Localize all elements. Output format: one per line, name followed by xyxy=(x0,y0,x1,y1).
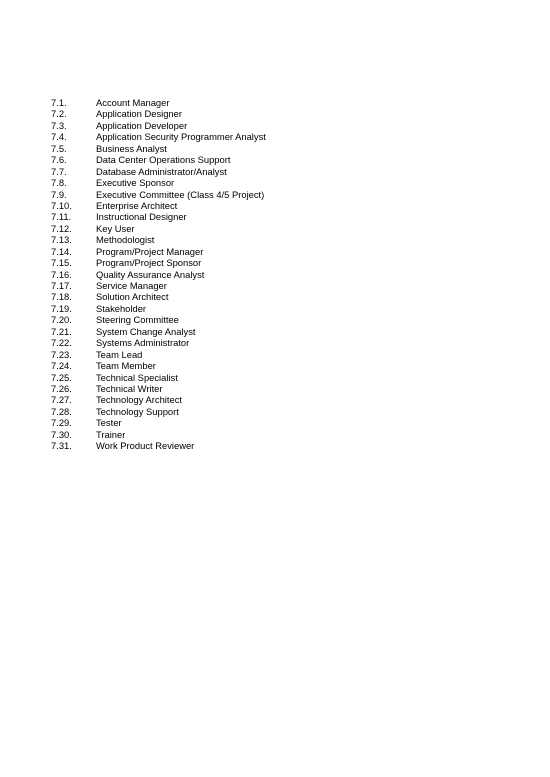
role-label: Application Designer xyxy=(96,108,182,120)
section-number: 7.31. xyxy=(51,440,72,452)
section-number: 7.19. xyxy=(51,302,72,314)
list-item xyxy=(51,166,266,177)
section-number: 7.9. xyxy=(51,188,67,200)
role-label: Key User xyxy=(96,222,135,234)
role-label: System Change Analyst xyxy=(96,325,196,337)
role-label: Database Administrator/Analyst xyxy=(96,165,227,177)
list-item xyxy=(51,269,266,280)
role-label: Work Product Reviewer xyxy=(96,440,195,452)
role-label: Systems Administrator xyxy=(96,337,190,349)
role-label: Trainer xyxy=(96,428,126,440)
section-number: 7.18. xyxy=(51,291,72,303)
role-label: Team Lead xyxy=(96,348,143,360)
role-label: Application Developer xyxy=(96,119,188,131)
list-item xyxy=(51,429,266,440)
section-number: 7.15. xyxy=(51,257,72,269)
list-item xyxy=(51,383,266,394)
section-number: 7.8. xyxy=(51,177,67,189)
section-number: 7.23. xyxy=(51,348,72,360)
list-item xyxy=(51,440,266,451)
section-number: 7.6. xyxy=(51,154,67,166)
section-number: 7.22. xyxy=(51,337,72,349)
list-item xyxy=(51,143,266,154)
list-item xyxy=(51,291,266,302)
list-item xyxy=(51,337,266,348)
list-item xyxy=(51,280,266,291)
section-number: 7.11. xyxy=(51,211,72,223)
role-label: Stakeholder xyxy=(96,302,147,314)
section-number: 7.3. xyxy=(51,119,67,131)
list-item xyxy=(51,246,266,257)
list-item xyxy=(51,417,266,428)
section-number: 7.25. xyxy=(51,371,72,383)
role-label: Technology Architect xyxy=(96,394,182,406)
role-label: Quality Assurance Analyst xyxy=(96,268,205,280)
section-number: 7.16. xyxy=(51,268,72,280)
list-item xyxy=(51,394,266,405)
role-label: Executive Committee (Class 4/5 Project) xyxy=(96,188,265,200)
section-number: 7.29. xyxy=(51,417,72,429)
list-item xyxy=(51,189,266,200)
list-item xyxy=(51,154,266,165)
role-label: Business Analyst xyxy=(96,142,167,154)
list-item xyxy=(51,257,266,268)
role-label: Technical Writer xyxy=(96,382,163,394)
list-item xyxy=(51,223,266,234)
role-label: Team Member xyxy=(96,360,156,372)
role-label: Methodologist xyxy=(96,234,155,246)
list-item xyxy=(51,108,266,119)
list-item xyxy=(51,406,266,417)
list-item xyxy=(51,303,266,314)
role-label: Service Manager xyxy=(96,280,167,291)
list-item xyxy=(51,211,266,222)
role-label: Program/Project Sponsor xyxy=(96,257,202,269)
section-number: 7.30. xyxy=(51,428,72,440)
section-number: 7.5. xyxy=(51,142,67,154)
section-number: 7.17. xyxy=(51,280,72,291)
section-number: 7.7. xyxy=(51,165,67,177)
section-number: 7.12. xyxy=(51,222,72,234)
list-item xyxy=(51,360,266,371)
role-label: Data Center Operations Support xyxy=(96,154,231,166)
section-number: 7.21. xyxy=(51,325,72,337)
section-number: 7.1. xyxy=(51,97,67,108)
section-number: 7.13. xyxy=(51,234,72,246)
role-label: Steering Committee xyxy=(96,314,179,326)
role-label: Technical Specialist xyxy=(96,371,178,383)
role-label: Application Security Programmer Analyst xyxy=(96,131,266,143)
role-label: Solution Architect xyxy=(96,291,169,303)
section-number: 7.14. xyxy=(51,245,72,257)
section-number: 7.10. xyxy=(51,199,72,211)
list-item xyxy=(51,314,266,325)
list-item xyxy=(51,97,266,108)
section-number: 7.28. xyxy=(51,405,72,417)
role-label: Executive Sponsor xyxy=(96,177,175,189)
section-number: 7.2. xyxy=(51,108,67,120)
list-item xyxy=(51,200,266,211)
list-item xyxy=(51,177,266,188)
section-number: 7.4. xyxy=(51,131,67,143)
role-label: Enterprise Architect xyxy=(96,199,178,211)
role-label: Tester xyxy=(96,417,122,429)
role-label: Technology Support xyxy=(96,405,179,417)
role-list xyxy=(51,97,266,452)
role-label: Instructional Designer xyxy=(96,211,187,223)
section-number: 7.27. xyxy=(51,394,72,406)
list-item xyxy=(51,234,266,245)
list-item xyxy=(51,372,266,383)
section-number: 7.24. xyxy=(51,360,72,372)
section-number: 7.20. xyxy=(51,314,72,326)
list-item xyxy=(51,349,266,360)
role-label: Program/Project Manager xyxy=(96,245,204,257)
list-item xyxy=(51,120,266,131)
role-label: Account Manager xyxy=(96,97,170,108)
section-number: 7.26. xyxy=(51,382,72,394)
list-item xyxy=(51,131,266,142)
list-item xyxy=(51,326,266,337)
